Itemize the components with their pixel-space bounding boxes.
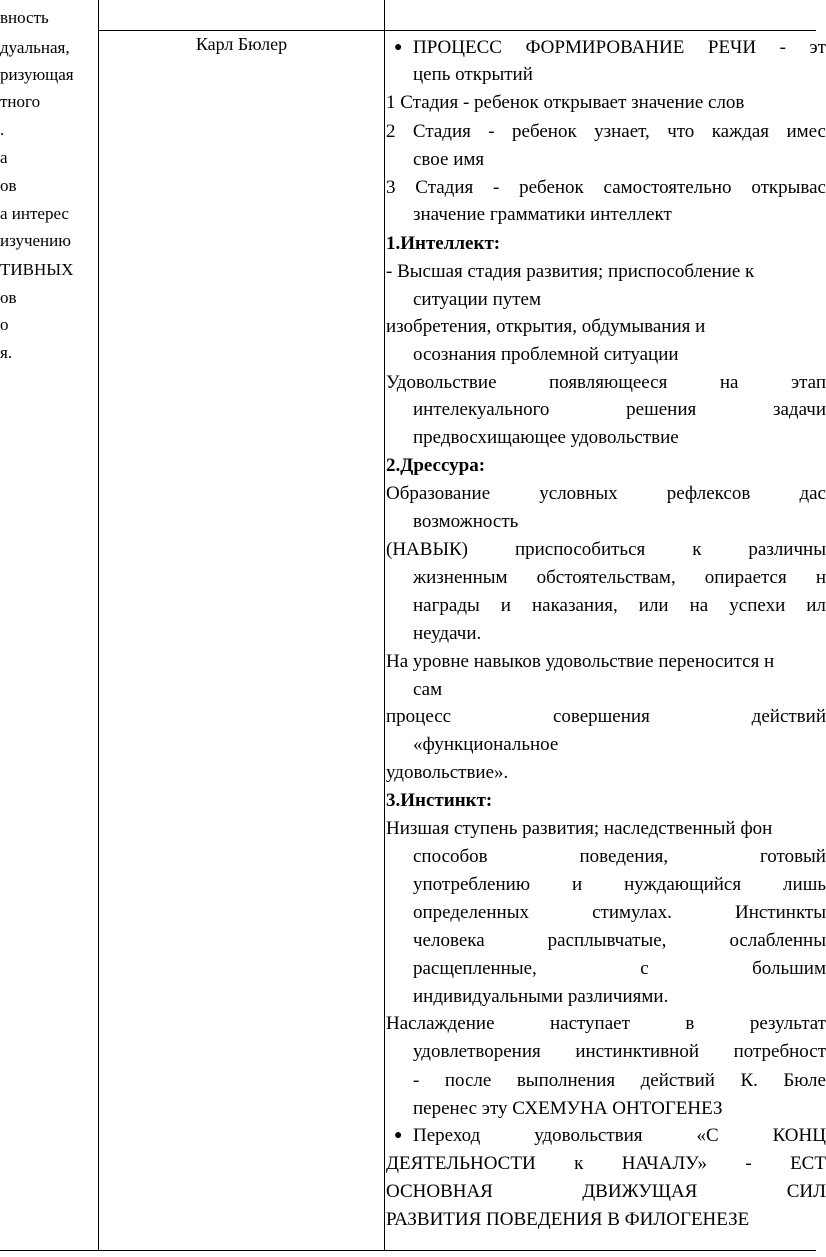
right-column-text xyxy=(386,0,826,1250)
text-line: ситуации путем xyxy=(413,289,542,310)
text-line: перенес эту СХЕМУНА ОНТОГЕНЕЗ xyxy=(413,1098,723,1119)
left-column-line: . xyxy=(0,120,5,139)
text-line: удовлетворения инстинктивной потребност xyxy=(413,1041,826,1062)
text-line: возможность xyxy=(413,511,519,532)
text-line: изобретения, открытия, обдумывания и xyxy=(386,316,706,337)
section-heading: 1.Интеллект: xyxy=(386,233,501,254)
text-line: 1 Стадия - ребенок открывает значение слов xyxy=(386,92,745,113)
text-line: Наслаждение наступает в результат xyxy=(386,1013,826,1034)
text-line: способов поведения, готовый xyxy=(413,846,826,867)
text-line: определенных стимулах. Инстинкты xyxy=(413,902,826,923)
left-column-line: ов xyxy=(0,176,17,195)
left-column-line: вность xyxy=(0,8,49,27)
text-line: значение грамматики интеллект xyxy=(413,204,672,225)
text-line: ОСНОВНАЯ ДВИЖУЩАЯ СИЛ xyxy=(386,1181,826,1202)
text-line: свое имя xyxy=(413,149,485,170)
text-line: употреблению и нуждающийся лишь xyxy=(413,874,826,895)
left-column-line: ТИВНЫХ xyxy=(0,260,74,279)
text-line: - после выполнения действий К. Бюле xyxy=(413,1070,826,1091)
text-line: индивидуальными различиями. xyxy=(413,986,669,1007)
text-line: процесс совершения действий xyxy=(386,706,826,727)
text-line: Низшая ступень развития; наследственный фон xyxy=(386,818,773,839)
left-column-line: я. xyxy=(0,343,13,362)
left-column-line: дуальная, xyxy=(0,38,70,57)
text-line: жизненным обстоятельствам, опирается н xyxy=(413,567,826,588)
left-column-text xyxy=(0,0,98,1250)
author-name: Карл Бюлер xyxy=(195,34,288,54)
text-line: интелекуального решения задачи xyxy=(413,399,826,420)
bullet-icon: ● xyxy=(394,1128,403,1143)
text-line: ДЕЯТЕЛЬНОСТИ к НАЧАЛУ» - ЕСТ xyxy=(386,1153,826,1174)
left-column-line: изучению xyxy=(0,231,71,250)
table-border-bottom xyxy=(0,1250,816,1251)
text-line: удовольствие». xyxy=(386,762,509,783)
text-line: Образование условных рефлексов дас xyxy=(386,483,826,504)
left-column-line: а xyxy=(0,148,8,167)
text-line: ПРОЦЕСС ФОРМИРОВАНИЕ РЕЧИ - эт xyxy=(413,37,826,58)
text-line: 3 Стадия - ребенок самостоятельно открывас xyxy=(386,177,826,198)
text-line: 2 Стадия - ребенок узнает, что каждая имес xyxy=(386,121,826,142)
section-heading: 3.Инстинкт: xyxy=(386,790,493,811)
text-line: награды и наказания, или на успехи ил xyxy=(413,595,826,616)
text-line: (НАВЫК) приспособиться к различны xyxy=(386,539,826,560)
bullet-icon: ● xyxy=(394,40,403,55)
text-line: Удовольствие появляющееся на этап xyxy=(386,372,826,393)
table-border-left-col xyxy=(98,0,99,1251)
text-line: цепь открытий xyxy=(413,64,533,85)
text-line: «функциональное xyxy=(413,734,559,755)
text-line: неудачи. xyxy=(413,623,482,644)
text-line: человека расплывчатые, ослабленны xyxy=(413,930,826,951)
left-column-line: ов xyxy=(0,288,17,307)
text-line: сам xyxy=(413,679,443,700)
left-column-line: тного xyxy=(0,92,41,111)
text-line: - Высшая стадия развития; приспособление к xyxy=(386,261,755,282)
left-column-line: ризующая xyxy=(0,65,74,84)
text-line: предвосхищающее удовольствие xyxy=(413,427,679,448)
left-column-line: а интерес xyxy=(0,204,69,223)
text-line: осознания проблемной ситуации xyxy=(413,344,679,365)
text-line: На уровне навыков удовольствие переносится н xyxy=(386,651,775,672)
table-border-mid-col xyxy=(384,0,385,1251)
left-column-line: о xyxy=(0,315,9,334)
text-line: расщепленные, с большим xyxy=(413,958,826,979)
section-heading: 2.Дрессура: xyxy=(386,455,486,476)
text-line: РАЗВИТИЯ ПОВЕДЕНИЯ В ФИЛОГЕНЕЗЕ xyxy=(386,1209,750,1230)
text-line: Переход удовольствия «С КОНЦ xyxy=(413,1125,826,1146)
